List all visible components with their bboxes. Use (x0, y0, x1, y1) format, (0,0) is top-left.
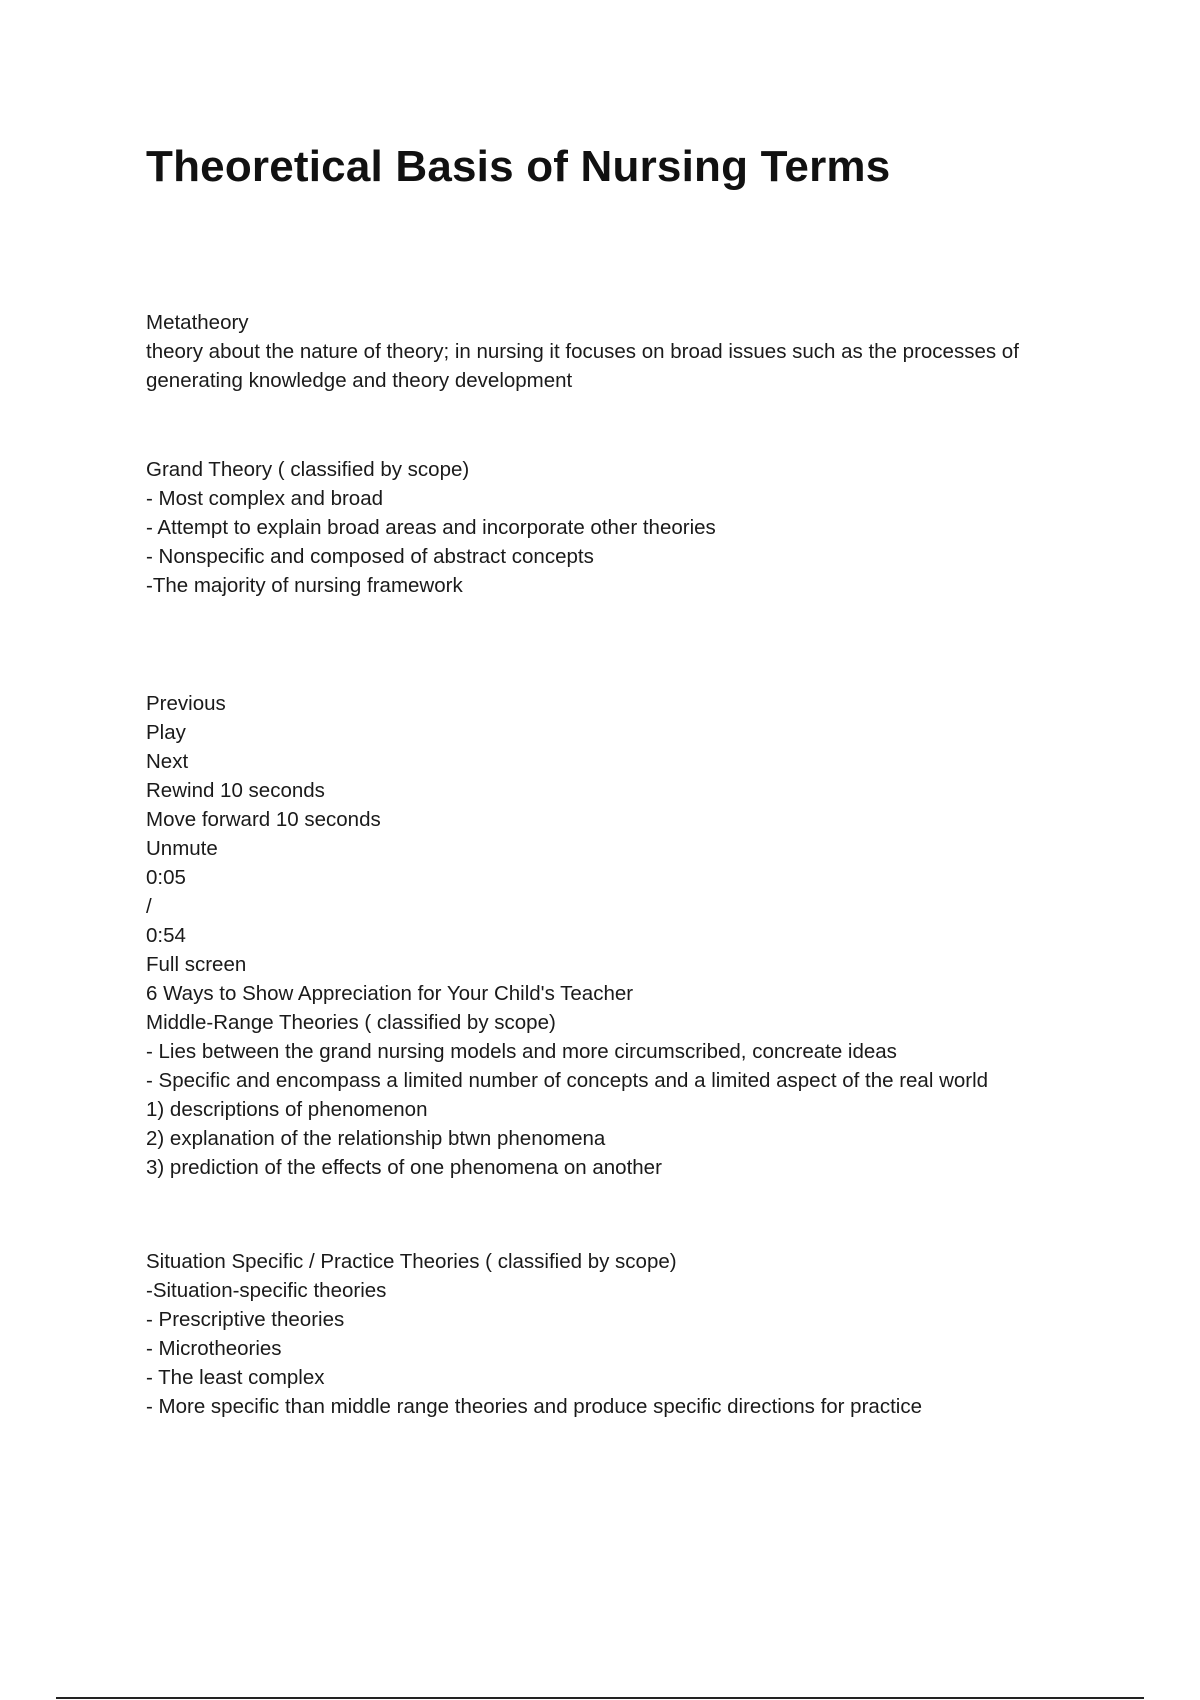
list-item: 1) descriptions of phenomenon (146, 1098, 428, 1121)
unmute-button[interactable]: Unmute (146, 837, 218, 860)
list-item: - Prescriptive theories (146, 1308, 345, 1331)
duration: 0:54 (146, 924, 186, 947)
list-item: - Attempt to explain broad areas and incorporate other theories (146, 516, 716, 539)
list-item: 3) prediction of the effects of one phenomena on another (146, 1156, 662, 1179)
section-metatheory (146, 308, 1086, 395)
list-item: - Lies between the grand nursing models and more circumscribed, concreate ideas (146, 1040, 897, 1063)
previous-button[interactable]: Previous (146, 692, 226, 715)
section-heading: Middle-Range Theories ( classified by scope) (146, 1011, 556, 1034)
play-button[interactable]: Play (146, 721, 186, 744)
current-time: 0:05 (146, 866, 186, 889)
list-item: - The least complex (146, 1366, 325, 1389)
section-heading: Situation Specific / Practice Theories ( classified by scope) (146, 1250, 677, 1273)
list-item: -Situation-specific theories (146, 1279, 387, 1302)
list-item: - Most complex and broad (146, 487, 384, 510)
section-heading: Grand Theory ( classified by scope) (146, 458, 470, 481)
forward-button[interactable]: Move forward 10 seconds (146, 808, 381, 831)
list-item: - Microtheories (146, 1337, 282, 1360)
page-divider (56, 1697, 1144, 1699)
section-media-and-middle-range (146, 689, 1086, 1182)
section-heading: Metatheory (146, 311, 249, 334)
time-separator: / (146, 895, 152, 918)
video-title[interactable]: 6 Ways to Show Appreciation for Your Child's Teacher (146, 982, 634, 1005)
list-item: - Nonspecific and composed of abstract concepts (146, 545, 594, 568)
list-item: -The majority of nursing framework (146, 574, 463, 597)
definition-text: theory about the nature of theory; in nursing it focuses on broad issues such as the processes of generating knowledge and theory development (146, 340, 1019, 392)
next-button[interactable]: Next (146, 750, 189, 773)
rewind-button[interactable]: Rewind 10 seconds (146, 779, 325, 802)
fullscreen-button[interactable]: Full screen (146, 953, 247, 976)
section-situation-specific (146, 1247, 1086, 1421)
list-item: - More specific than middle range theories and produce specific directions for practice (146, 1395, 922, 1418)
section-grand-theory (146, 455, 1086, 600)
list-item: - Specific and encompass a limited number of concepts and a limited aspect of the real world (146, 1069, 989, 1092)
page-title: Theoretical Basis of Nursing Terms (146, 142, 891, 191)
list-item: 2) explanation of the relationship btwn phenomena (146, 1127, 606, 1150)
